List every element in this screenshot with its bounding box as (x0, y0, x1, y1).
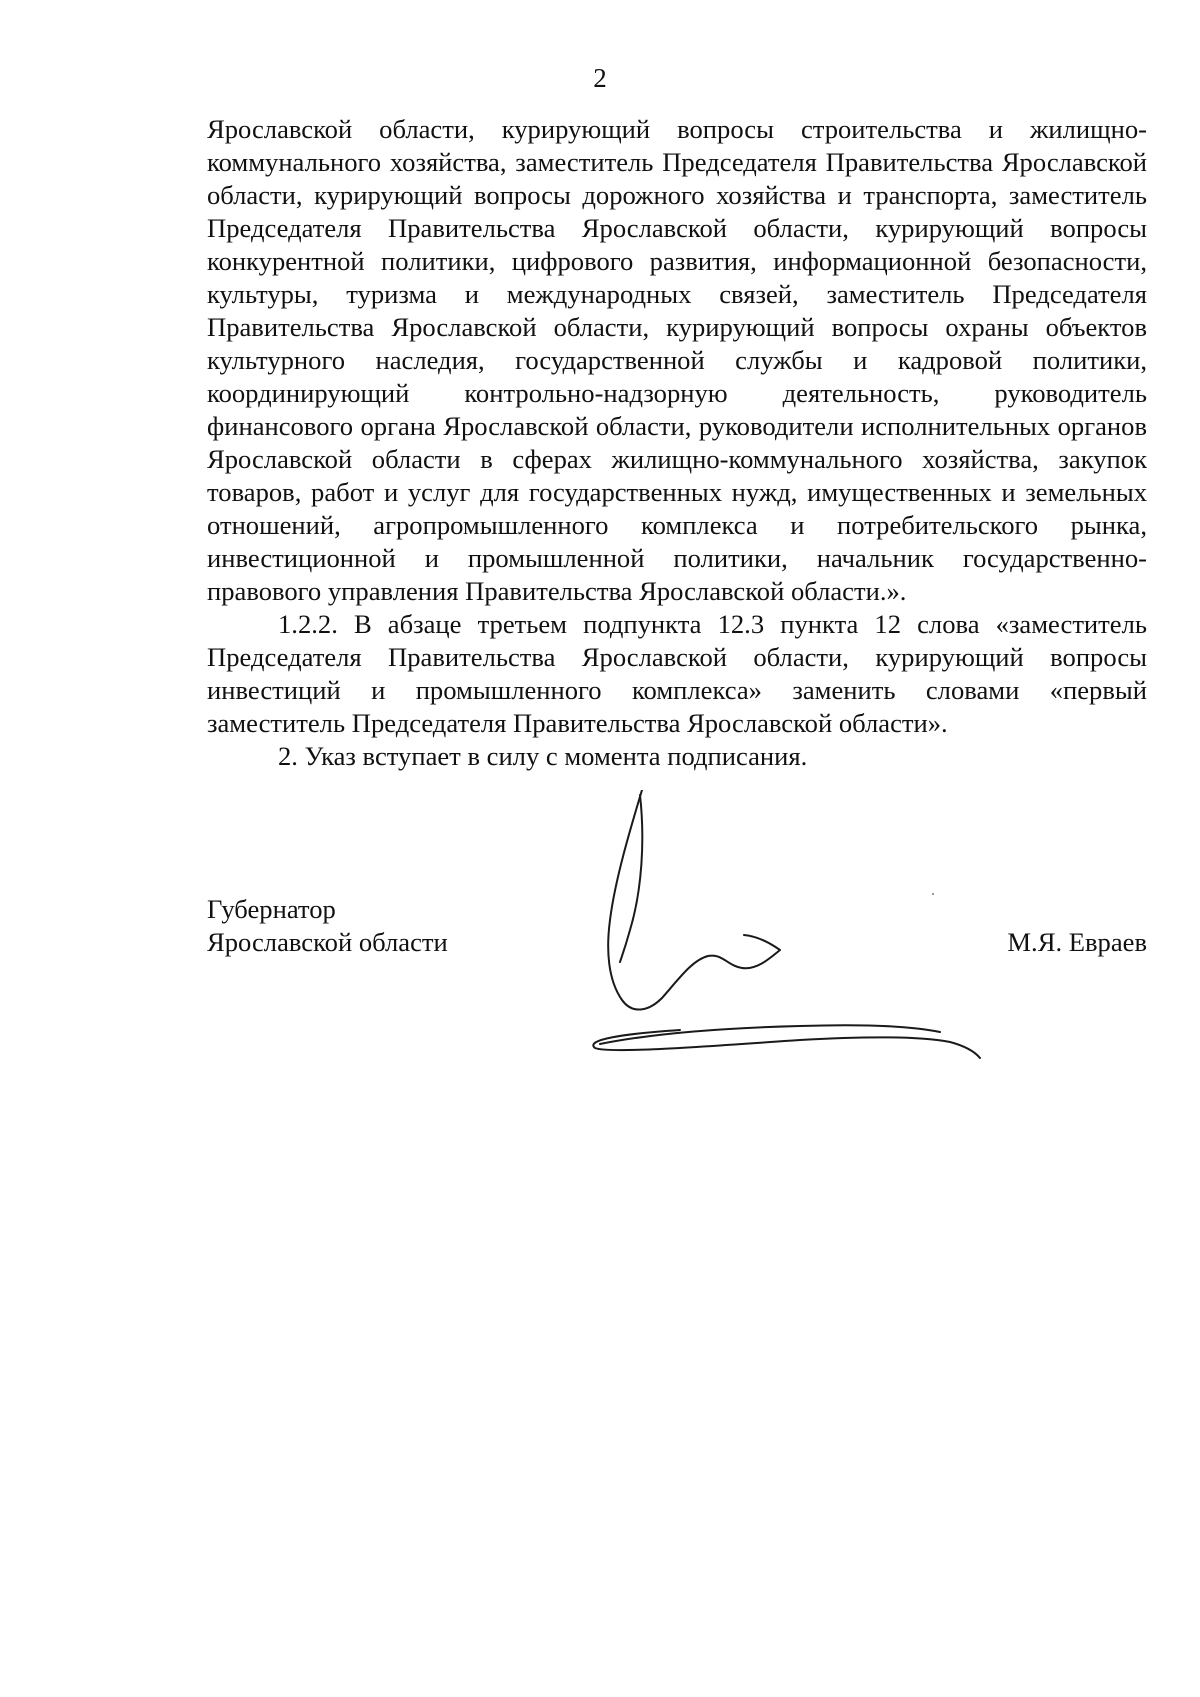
page-number: 2 (593, 63, 607, 93)
signatory-position-region: Ярославской области (207, 927, 448, 957)
paragraph-amendment-1-2-2: 1.2.2. В абзаце третьем подпункта 12.3 пункта 12 слова «заместитель Председателя Правительства Ярославской области, курирующий вопросы инвестиций и промышленного комплекса» заменить словами «первый заместитель Председателя Правительства Ярославской области». (207, 609, 1147, 738)
paragraph-effective-date: 2. Указ вступает в силу с момента подписания. (278, 741, 808, 771)
signatory-position-title: Губернатор (207, 894, 336, 924)
signatory-name: М.Я. Евраев (1007, 927, 1147, 957)
paragraph-continuation: Ярославской области, курирующий вопросы строительства и жилищно-коммунального хозяйства, заместитель Председателя Правительства Ярославской области, курирующий вопросы дорожного хозяйства и транспорта, заместитель Председателя Правительства Ярославской области, курирующий вопросы конкурентной политики, цифрового развития, информационной безопасности, культуры, туризма и международных связей, заместитель Председателя Правительства Ярославской области, курирующий вопросы охраны объектов культурного наследия, государственной службы и кадровой политики, координирующий контрольно-надзорную деятельность, руководитель финансового органа Ярославской области, руководители исполнительных органов Ярославской области в сферах жилищно-коммунального хозяйства, закупок товаров, работ и услуг для государственных нужд, имущественных и земельных отношений, агропромышленного комплекса и потребительского рынка, инвестиционной и промышленной политики, начальник государственно-правового управления Правительства Ярославской области.». (207, 114, 1147, 606)
handwritten-signature (570, 790, 1030, 1060)
scan-speck (932, 893, 934, 895)
document-body (207, 113, 1147, 773)
